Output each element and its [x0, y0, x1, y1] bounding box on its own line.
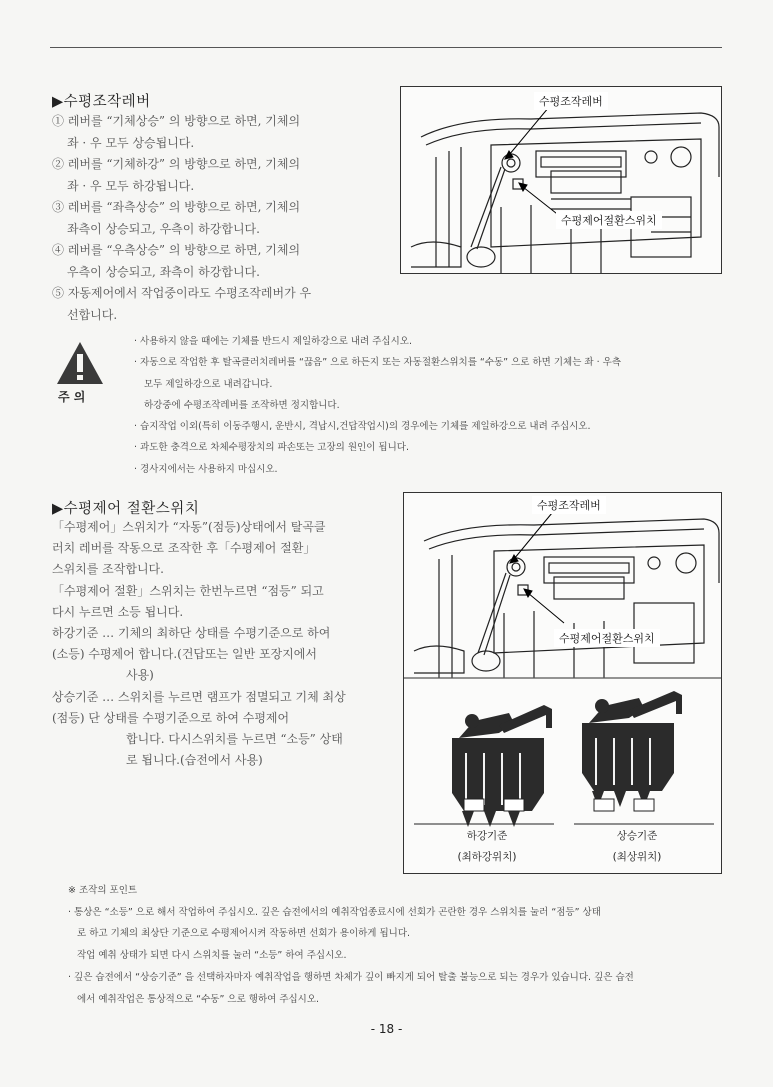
switch-callout-label: 수평제어절환스위치 [556, 211, 662, 229]
caution-list [134, 331, 621, 480]
lever-callout-label: 수평조작레버 [534, 92, 608, 110]
lowered-caption [442, 826, 532, 868]
text-line: 합니다. 다시스위치를 누르면 “소등” 상태 [126, 732, 343, 747]
section-2-body [52, 517, 346, 771]
text-line: 사용) [126, 668, 154, 683]
text-line: 「수평제어 절환」스위치는 한번누르면 “점등” 되고 [52, 583, 324, 598]
notes-line: 작업 예취 상태가 되면 다시 스위치를 눌러 “소등” 하여 주십시오. [77, 950, 347, 962]
caution-line: 모두 제일하강으로 내려갑니다. [144, 378, 273, 390]
text-line: 스위치를 조작합니다. [52, 562, 164, 577]
section-title-leveling-switch: ▶수평제어 절환스위치 [52, 501, 200, 517]
text-line: ④ 레버를 “우측상승” 의 방향으로 하면, 기체의 [52, 243, 301, 257]
raised-caption-sub: (최상위치) [612, 851, 662, 863]
text-line: 하강기준 … 기체의 최하단 상태를 수평기준으로 하여 [52, 626, 331, 641]
harvester-raised-figure [574, 691, 714, 824]
caution-line: · 자동으로 작업한 후 탈곡클러치레버를 “끊음” 으로 하든지 또는 자동절환스위치를 “수동” 으로 하면 기체는 좌 · 우측 [134, 357, 622, 369]
text-line: 러치 레버를 작동으로 조작한 후「수평제어 절환」 [52, 541, 316, 556]
notes-line: · 통상은 “소등” 으로 해서 작업하여 주십시오. 깊은 습전에서의 예취작업종료시에 선회가 곤란한 경우 스위치를 눌러 “점등” 상태 [68, 906, 601, 918]
notes-line: 에서 예취작업은 통상적으로 “수동” 으로 행하여 주십시오. [77, 993, 320, 1005]
text-line: ① 레버를 “기체상승” 의 방향으로 하면, 기체의 [52, 114, 301, 128]
text-line: ③ 레버를 “좌측상승” 의 방향으로 하면, 기체의 [52, 200, 301, 214]
caution-line: · 사용하지 않을 때에는 기체를 반드시 제일하강으로 내려 주십시오. [134, 336, 412, 347]
text-line: (점등) 단 상태를 수평기준으로 하여 수평제어 [52, 710, 290, 725]
control-panel-illustration [401, 87, 721, 273]
caution-label: 주 의 [58, 390, 86, 404]
caution-line: · 과도한 충격으로 차체수평장치의 파손또는 고장의 원인이 됩니다. [134, 442, 409, 454]
lever-callout-label: 수평조작레버 [532, 496, 606, 514]
lowered-caption-sub: (최하강위치) [457, 851, 517, 863]
text-line: ② 레버를 “기체하강” 의 방향으로 하면, 기체의 [52, 157, 301, 171]
operation-points [68, 880, 634, 1010]
section-1-body [52, 111, 311, 326]
caution-line: · 습지작업 이외(특히 이동주행시, 운반시, 격납시,건답작업시)의 경우에는 기체를 제일하강으로 내려 주십시오. [134, 421, 591, 433]
caution-line: · 경사지에서는 사용하지 마십시오. [134, 463, 278, 475]
notes-line: · 깊은 습전에서 “상승기준” 을 선택하자마자 예취작업을 행하면 차체가 깊이 빠지게 되어 탈출 불능으로 되는 경우가 있습니다. 깊은 습전 [68, 971, 634, 983]
text-line: 좌측이 상승되고, 우측이 하강합니다. [67, 221, 260, 236]
text-line: (소등) 수평제어 합니다.(건답또는 일반 포장지에서 [52, 647, 317, 662]
raised-caption-title: 상승기준 [616, 830, 658, 842]
warning-triangle-icon [55, 340, 105, 386]
text-line: 「수평제어」스위치가 “자동”(점등)상태에서 탈곡클 [52, 520, 326, 534]
notes-line: 로 하고 기체의 최상단 기준으로 수평제어시켜 작동하면 선회가 용이하게 됩니다. [77, 928, 411, 940]
top-rule [50, 47, 722, 48]
harvester-lowered-figure [414, 705, 554, 827]
figure-control-panel-2 [403, 492, 722, 874]
text-line: 우측이 상승되고, 좌측이 하강합니다. [67, 264, 260, 279]
caution-line: 하강중에 수평조작레버를 조작하면 정지합니다. [144, 399, 340, 411]
text-line: 선합니다. [67, 307, 118, 322]
lowered-caption-title: 하강기준 [466, 830, 508, 842]
text-line: 좌 · 우 모두 하강됩니다. [67, 178, 195, 193]
notes-title: ※ 조작의 포인트 [68, 885, 138, 896]
text-line: 좌 · 우 모두 상승됩니다. [67, 135, 195, 150]
control-panel-and-level-illustration [404, 493, 721, 873]
text-line: 상승기준 … 스위치를 누르면 램프가 점멸되고 기체 최상 [52, 689, 346, 704]
section-title-leveling-lever: ▶수평조작레버 [52, 94, 151, 110]
raised-caption [592, 826, 682, 868]
text-line: ⑤ 자동제어에서 작업중이라도 수평조작레버가 우 [52, 286, 312, 300]
switch-callout-label: 수평제어절환스위치 [554, 629, 660, 647]
text-line: 다시 누르면 소등 됩니다. [52, 604, 184, 619]
page-number: - 18 - [370, 1022, 403, 1036]
figure-control-panel-1 [400, 86, 722, 274]
text-line: 로 됩니다.(습전에서 사용) [126, 753, 263, 768]
